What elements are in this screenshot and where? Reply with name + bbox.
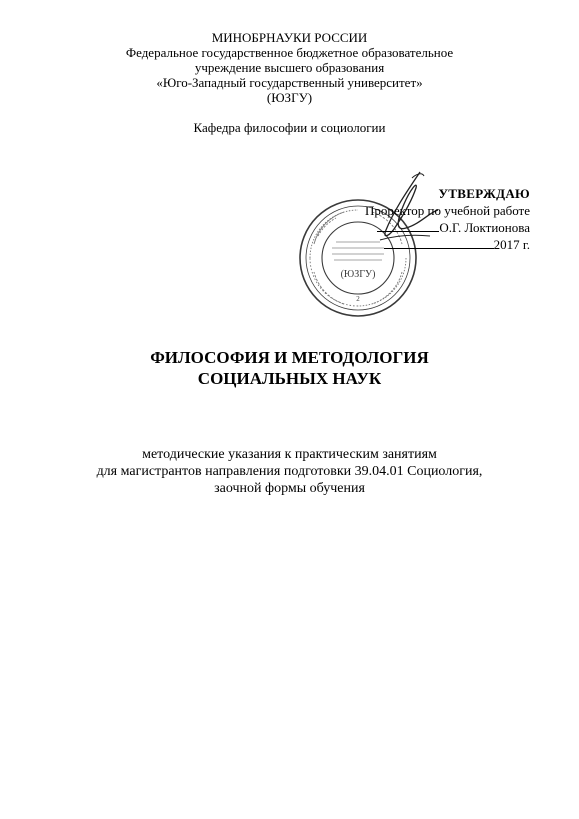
department-name: Кафедра философии и социологии (193, 120, 386, 135)
ministry-name: МИНОБРНАУКИ РОССИИ (211, 30, 368, 45)
approval-signer-line (330, 219, 530, 236)
approval-position: Проректор по учебной работе (364, 203, 530, 218)
organization-line-1: Федеральное государственное бюджетное образовательное (125, 45, 454, 60)
approval-date-line (330, 236, 530, 253)
organization-abbreviation: (ЮЗГУ) (266, 90, 313, 105)
document-title-line-2: СОЦИАЛЬНЫХ НАУК (197, 369, 382, 388)
description-line-1: методические указания к практическим занятиям (142, 447, 437, 462)
organization-line-3: «Юго-Западный государственный университет» (156, 75, 423, 90)
approval-year: 2017 г. (493, 237, 530, 252)
svg-text:2: 2 (356, 295, 360, 303)
description-line-2: для магистрантов направления подготовки 39.04.01 Социология, (96, 464, 483, 479)
approval-block (330, 185, 530, 253)
date-underline (384, 236, 494, 249)
organization-line-2: учреждение высшего образования (194, 60, 385, 75)
approval-title: УТВЕРЖДАЮ (438, 186, 530, 201)
document-title-line-1: ФИЛОСОФИЯ И МЕТОДОЛОГИЯ (150, 348, 429, 367)
approval-signer-name: О.Г. Локтионова (439, 220, 530, 235)
description-line-3: заочной формы обучения (214, 481, 365, 496)
stamp-center-text: (ЮЗГУ) (340, 269, 376, 280)
signature-underline (377, 219, 439, 232)
